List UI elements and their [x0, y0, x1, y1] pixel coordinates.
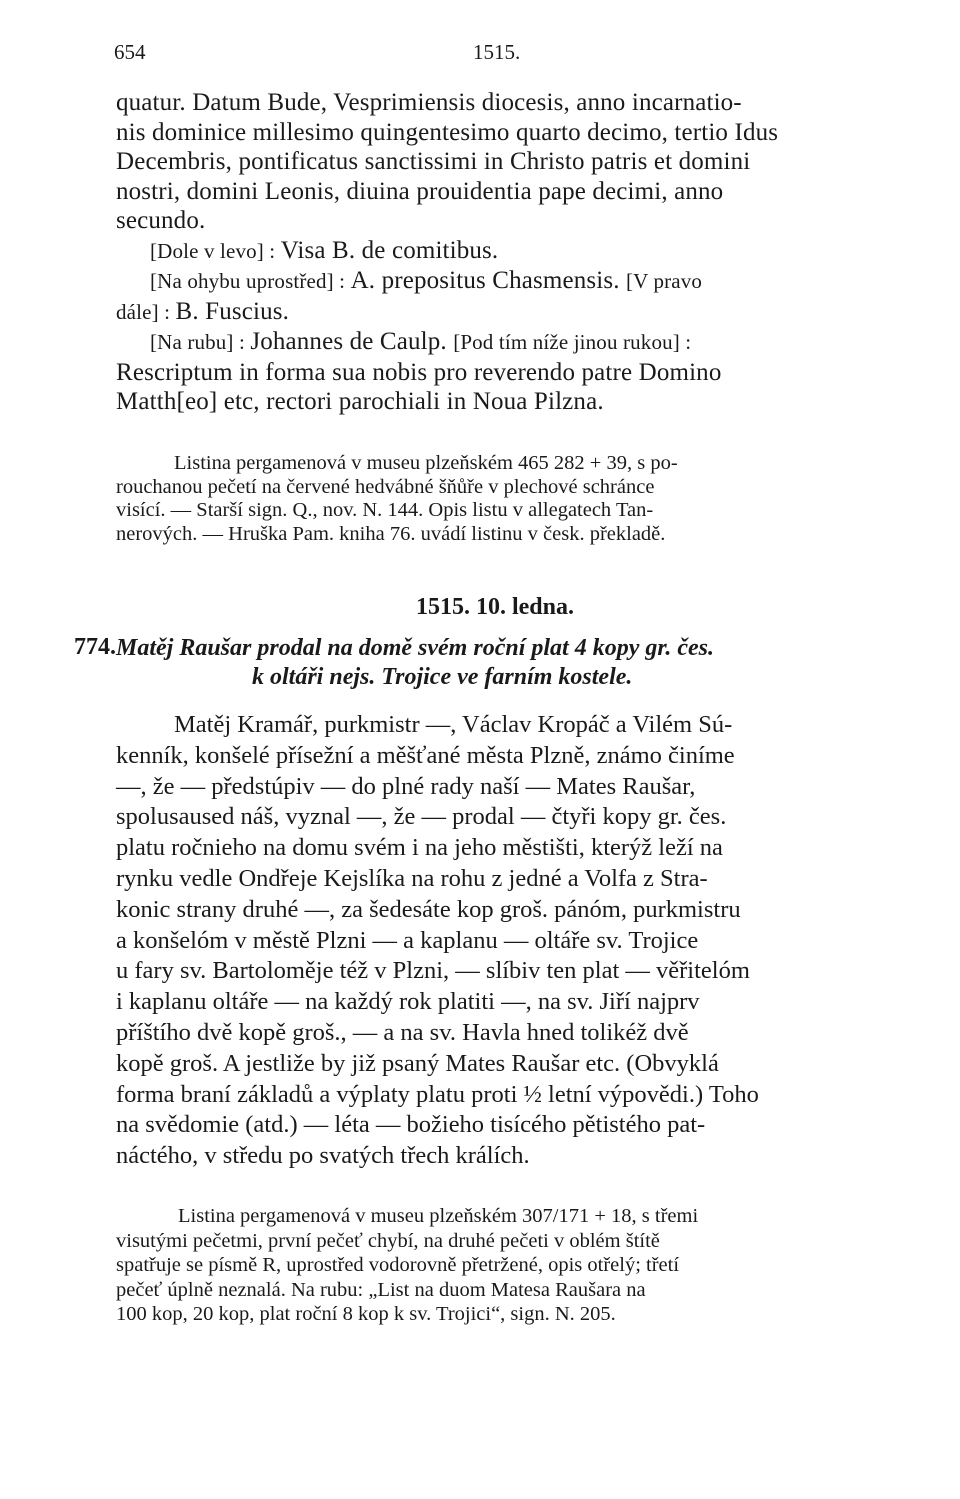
note-line: Listina pergamenová v museu plzeňském 465 282 + 39, s po-: [174, 452, 678, 474]
endorsement-line: [116, 297, 876, 328]
note-line: spatřuje se písmě R, uprostřed vodorovně přetržené, opis otřelý; třetí: [116, 1254, 680, 1276]
text-line: a konšelóm v městě Plzni — a kaplanu — oltáře sv. Trojice: [116, 926, 699, 954]
text-line: na svědomie (atd.) — léta — božieho tisícého pětistého pat-: [116, 1111, 706, 1139]
endorsement-position: [Na rubu] :: [150, 330, 251, 354]
text-line: secundo.: [116, 207, 206, 234]
note-line: 100 kop, 20 kop, plat roční 8 kop k sv. Trojici“, sign. N. 205.: [116, 1303, 616, 1325]
entry-number: 774.: [74, 634, 116, 660]
page-number: 654: [114, 40, 146, 64]
endorsement-position: dále] :: [116, 299, 176, 324]
text-line: forma braní základů a výplaty platu proti ½ letní výpovědi.) Toho: [116, 1080, 759, 1108]
text-line: kenník, konšelé přísežní a měšťané města Plzně, známo činíme: [116, 741, 735, 769]
text-line: nis dominice millesimo quingentesimo quarto decimo, tertio Idus: [116, 118, 779, 146]
endorsement-position: [Pod tím níže jinou rukou] :: [453, 330, 692, 354]
endorsement-text: Visa B. de comitibus.: [280, 236, 499, 264]
note-line: visutými pečetmi, první pečeť chybí, na druhé pečeti v oblém štítě: [116, 1229, 660, 1252]
text-line: —, že — předstúpiv — do plné rady naší — Mates Raušar,: [116, 772, 696, 800]
note-line: nerových. — Hruška Pam. kniha 76. uvádí listinu v česk. překladě.: [116, 522, 666, 545]
source-note-1: [116, 452, 876, 546]
title-line: k oltáři nejs. Trojice ve farním kostele.: [252, 664, 633, 690]
latin-charter-text: [116, 88, 876, 417]
entry-title: [116, 634, 876, 692]
endorsement-line: [116, 327, 876, 358]
endorsement-position: [Na ohybu uprostřed] :: [150, 269, 351, 293]
text-line: platu ročnieho na domu svém i na jeho městišti, kterýž leží na: [116, 834, 723, 862]
note-line: rouchanou pečetí na červené hedvábné šňůře v plechové schránce: [116, 475, 655, 498]
endorsement-line: Matth[eo] etc, rectori parochiali in Noua Pilzna.: [116, 388, 604, 415]
endorsement-line: Rescriptum in forma sua nobis pro reverendo patre Domino: [116, 358, 722, 386]
text-line: konic strany druhé —, za šedesáte kop groš. pánóm, purkmistru: [116, 895, 741, 923]
text-line: rynku vedle Ondřeje Kejslíka na rohu z jedné a Volfa z Stra-: [116, 864, 708, 892]
text-line: náctého, v středu po svatých třech králích.: [116, 1142, 530, 1170]
endorsement-position: [Dole v levo] :: [150, 238, 281, 263]
running-head-year: 1515.: [473, 40, 521, 64]
endorsement-line: [116, 266, 876, 297]
text-line: Decembris, pontificatus sanctissimi in Christo patris et domini: [116, 148, 751, 175]
endorsement-text: A. prepositus Chasmensis.: [350, 267, 626, 294]
text-line: kopě groš. A jestliže by již psaný Mates Raušar etc. (Obvyklá: [116, 1049, 719, 1077]
entry-date: 1515. 10. ledna.: [415, 594, 574, 620]
text-line: i kaplanu oltáře — na každý rok platiti —, na sv. Jiří najprv: [116, 988, 700, 1016]
note-line: Listina pergamenová v museu plzeňském 307/171 + 18, s třemi: [178, 1205, 699, 1227]
text-line: spolusaused náš, vyznal —, že — prodal — čtyři kopy gr. čes.: [116, 803, 727, 831]
source-note-2: [116, 1204, 876, 1327]
note-line: pečeť úplně neznalá. Na rubu: „List na duom Matesa Raušara na: [116, 1278, 646, 1301]
text-line: příštího dvě kopě groš., — a na sv. Havla hned tolikéž dvě: [116, 1018, 689, 1046]
endorsement-position: [V pravo: [626, 269, 703, 293]
title-line: Matěj Raušar prodal na domě svém roční plat 4 kopy gr. čes.: [116, 635, 715, 661]
endorsement-text: Johannes de Caulp.: [250, 328, 454, 355]
note-line: visící. — Starší sign. Q., nov. N. 144. Opis listu v allegatech Tan-: [116, 499, 654, 521]
endorsement-text: B. Fuscius.: [175, 297, 289, 325]
endorsement-line: [116, 236, 876, 267]
text-line: quatur. Datum Bude, Vesprimiensis diocesis, anno incarnatio-: [116, 89, 742, 116]
text-line: Matěj Kramář, purkmistr —, Václav Kropáč a Vilém Sú-: [174, 711, 733, 738]
text-line: u fary sv. Bartoloměje též v Plzni, — slíbiv ten plat — věřitelóm: [116, 957, 750, 985]
text-line: nostri, domini Leonis, diuina prouidentia pape decimi, anno: [116, 177, 724, 205]
czech-charter-text: [116, 710, 876, 1172]
